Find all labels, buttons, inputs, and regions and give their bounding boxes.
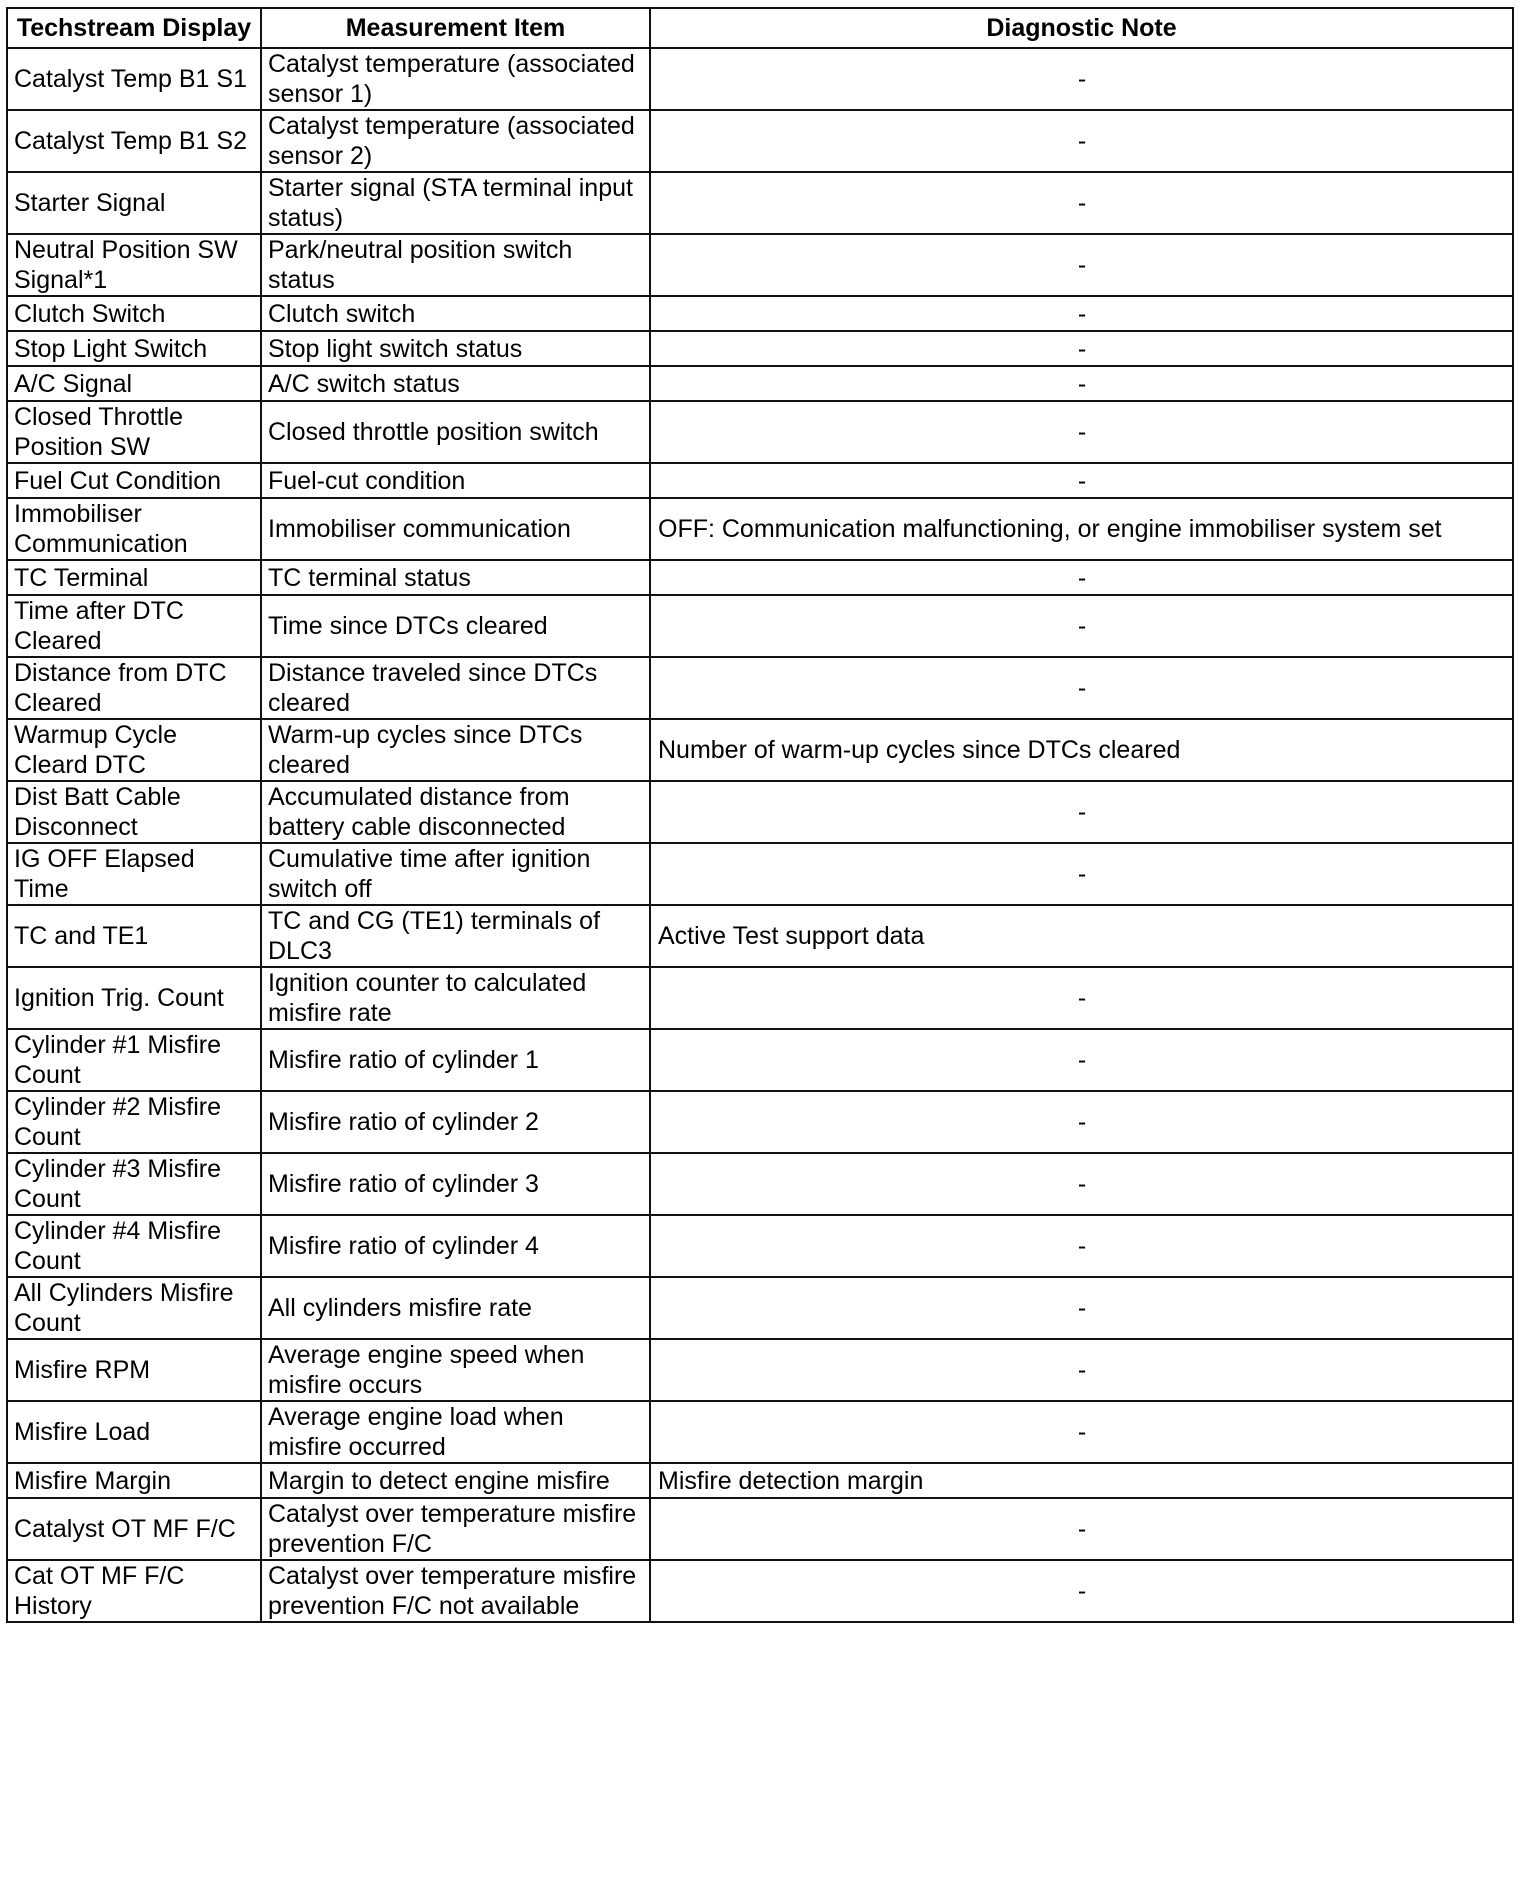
- cell-techstream-display: TC Terminal: [7, 560, 261, 595]
- table-header-row: [7, 8, 1513, 48]
- cell-measurement-item: Starter signal (STA terminal input status): [261, 172, 650, 234]
- table-row: [7, 1153, 1513, 1215]
- cell-measurement-item: Fuel-cut condition: [261, 463, 650, 498]
- cell-diagnostic-note: -: [650, 110, 1513, 172]
- cell-techstream-display: Catalyst Temp B1 S1: [7, 48, 261, 110]
- cell-techstream-display: A/C Signal: [7, 366, 261, 401]
- cell-techstream-display: All Cylinders Misfire Count: [7, 1277, 261, 1339]
- table-row: [7, 560, 1513, 595]
- cell-techstream-display: Time after DTC Cleared: [7, 595, 261, 657]
- cell-measurement-item: Accumulated distance from battery cable disconnected: [261, 781, 650, 843]
- cell-techstream-display: Catalyst OT MF F/C: [7, 1498, 261, 1560]
- cell-diagnostic-note: -: [650, 657, 1513, 719]
- cell-techstream-display: Warmup Cycle Cleard DTC: [7, 719, 261, 781]
- data-list-table-container: [6, 7, 1512, 1623]
- table-row: [7, 401, 1513, 463]
- cell-techstream-display: Cylinder #2 Misfire Count: [7, 1091, 261, 1153]
- cell-diagnostic-note: -: [650, 234, 1513, 296]
- cell-diagnostic-note: -: [650, 48, 1513, 110]
- cell-techstream-display: IG OFF Elapsed Time: [7, 843, 261, 905]
- table-row: [7, 719, 1513, 781]
- cell-techstream-display: Cylinder #4 Misfire Count: [7, 1215, 261, 1277]
- cell-diagnostic-note: Misfire detection margin: [650, 1463, 1513, 1498]
- cell-measurement-item: TC and CG (TE1) terminals of DLC3: [261, 905, 650, 967]
- table-row: [7, 1091, 1513, 1153]
- cell-techstream-display: Cylinder #3 Misfire Count: [7, 1153, 261, 1215]
- table-row: [7, 843, 1513, 905]
- cell-diagnostic-note: OFF: Communication malfunctioning, or engine immobiliser system set: [650, 498, 1513, 560]
- cell-measurement-item: Time since DTCs cleared: [261, 595, 650, 657]
- cell-diagnostic-note: -: [650, 1091, 1513, 1153]
- table-row: [7, 905, 1513, 967]
- cell-diagnostic-note: -: [650, 1560, 1513, 1622]
- table-row: [7, 1401, 1513, 1463]
- header-diagnostic-note: Diagnostic Note: [650, 8, 1513, 48]
- cell-measurement-item: TC terminal status: [261, 560, 650, 595]
- table-row: [7, 331, 1513, 366]
- table-row: [7, 234, 1513, 296]
- cell-measurement-item: Catalyst temperature (associated sensor 2): [261, 110, 650, 172]
- cell-measurement-item: Stop light switch status: [261, 331, 650, 366]
- cell-diagnostic-note: -: [650, 1498, 1513, 1560]
- table-row: [7, 172, 1513, 234]
- cell-measurement-item: Misfire ratio of cylinder 2: [261, 1091, 650, 1153]
- cell-techstream-display: Closed Throttle Position SW: [7, 401, 261, 463]
- cell-measurement-item: Ignition counter to calculated misfire rate: [261, 967, 650, 1029]
- table-row: [7, 1560, 1513, 1622]
- table-row: [7, 967, 1513, 1029]
- cell-measurement-item: Misfire ratio of cylinder 4: [261, 1215, 650, 1277]
- cell-techstream-display: Starter Signal: [7, 172, 261, 234]
- table-row: [7, 1029, 1513, 1091]
- cell-diagnostic-note: -: [650, 1153, 1513, 1215]
- cell-measurement-item: All cylinders misfire rate: [261, 1277, 650, 1339]
- table-row: [7, 296, 1513, 331]
- cell-diagnostic-note: -: [650, 401, 1513, 463]
- cell-techstream-display: Misfire Load: [7, 1401, 261, 1463]
- cell-techstream-display: Misfire RPM: [7, 1339, 261, 1401]
- cell-techstream-display: Misfire Margin: [7, 1463, 261, 1498]
- cell-diagnostic-note: -: [650, 1277, 1513, 1339]
- table-row: [7, 366, 1513, 401]
- header-measurement-item: Measurement Item: [261, 8, 650, 48]
- cell-measurement-item: Misfire ratio of cylinder 3: [261, 1153, 650, 1215]
- cell-techstream-display: Stop Light Switch: [7, 331, 261, 366]
- table-row: [7, 1339, 1513, 1401]
- cell-measurement-item: Warm-up cycles since DTCs cleared: [261, 719, 650, 781]
- cell-techstream-display: Cylinder #1 Misfire Count: [7, 1029, 261, 1091]
- cell-diagnostic-note: -: [650, 967, 1513, 1029]
- cell-measurement-item: Distance traveled since DTCs cleared: [261, 657, 650, 719]
- cell-diagnostic-note: -: [650, 843, 1513, 905]
- cell-diagnostic-note: Active Test support data: [650, 905, 1513, 967]
- table-row: [7, 657, 1513, 719]
- cell-diagnostic-note: -: [650, 560, 1513, 595]
- cell-diagnostic-note: -: [650, 1029, 1513, 1091]
- cell-measurement-item: Average engine load when misfire occurred: [261, 1401, 650, 1463]
- cell-diagnostic-note: -: [650, 296, 1513, 331]
- table-row: [7, 781, 1513, 843]
- cell-measurement-item: Catalyst over temperature misfire prevention F/C not available: [261, 1560, 650, 1622]
- cell-techstream-display: Distance from DTC Cleared: [7, 657, 261, 719]
- cell-diagnostic-note: -: [650, 1339, 1513, 1401]
- cell-diagnostic-note: -: [650, 366, 1513, 401]
- data-list-table: [6, 7, 1514, 1623]
- cell-diagnostic-note: -: [650, 1215, 1513, 1277]
- cell-techstream-display: Clutch Switch: [7, 296, 261, 331]
- table-row: [7, 48, 1513, 110]
- cell-techstream-display: Ignition Trig. Count: [7, 967, 261, 1029]
- table-row: [7, 595, 1513, 657]
- table-row: [7, 1463, 1513, 1498]
- header-techstream-display: Techstream Display: [7, 8, 261, 48]
- cell-measurement-item: A/C switch status: [261, 366, 650, 401]
- cell-techstream-display: Immobiliser Communication: [7, 498, 261, 560]
- table-row: [7, 1215, 1513, 1277]
- cell-diagnostic-note: -: [650, 595, 1513, 657]
- cell-techstream-display: Cat OT MF F/C History: [7, 1560, 261, 1622]
- table-row: [7, 1277, 1513, 1339]
- table-row: [7, 1498, 1513, 1560]
- cell-measurement-item: Catalyst over temperature misfire prevention F/C: [261, 1498, 650, 1560]
- cell-measurement-item: Average engine speed when misfire occurs: [261, 1339, 650, 1401]
- table-row: [7, 463, 1513, 498]
- cell-diagnostic-note: -: [650, 781, 1513, 843]
- cell-measurement-item: Misfire ratio of cylinder 1: [261, 1029, 650, 1091]
- cell-measurement-item: Closed throttle position switch: [261, 401, 650, 463]
- cell-techstream-display: Neutral Position SW Signal*1: [7, 234, 261, 296]
- cell-measurement-item: Margin to detect engine misfire: [261, 1463, 650, 1498]
- cell-techstream-display: Catalyst Temp B1 S2: [7, 110, 261, 172]
- cell-diagnostic-note: -: [650, 331, 1513, 366]
- cell-measurement-item: Catalyst temperature (associated sensor 1): [261, 48, 650, 110]
- cell-diagnostic-note: Number of warm-up cycles since DTCs cleared: [650, 719, 1513, 781]
- cell-diagnostic-note: -: [650, 172, 1513, 234]
- cell-techstream-display: Dist Batt Cable Disconnect: [7, 781, 261, 843]
- cell-measurement-item: Park/neutral position switch status: [261, 234, 650, 296]
- table-body: [7, 48, 1513, 1622]
- cell-techstream-display: TC and TE1: [7, 905, 261, 967]
- cell-measurement-item: Clutch switch: [261, 296, 650, 331]
- cell-measurement-item: Immobiliser communication: [261, 498, 650, 560]
- cell-diagnostic-note: -: [650, 463, 1513, 498]
- cell-techstream-display: Fuel Cut Condition: [7, 463, 261, 498]
- table-row: [7, 498, 1513, 560]
- table-row: [7, 110, 1513, 172]
- cell-diagnostic-note: -: [650, 1401, 1513, 1463]
- cell-measurement-item: Cumulative time after ignition switch off: [261, 843, 650, 905]
